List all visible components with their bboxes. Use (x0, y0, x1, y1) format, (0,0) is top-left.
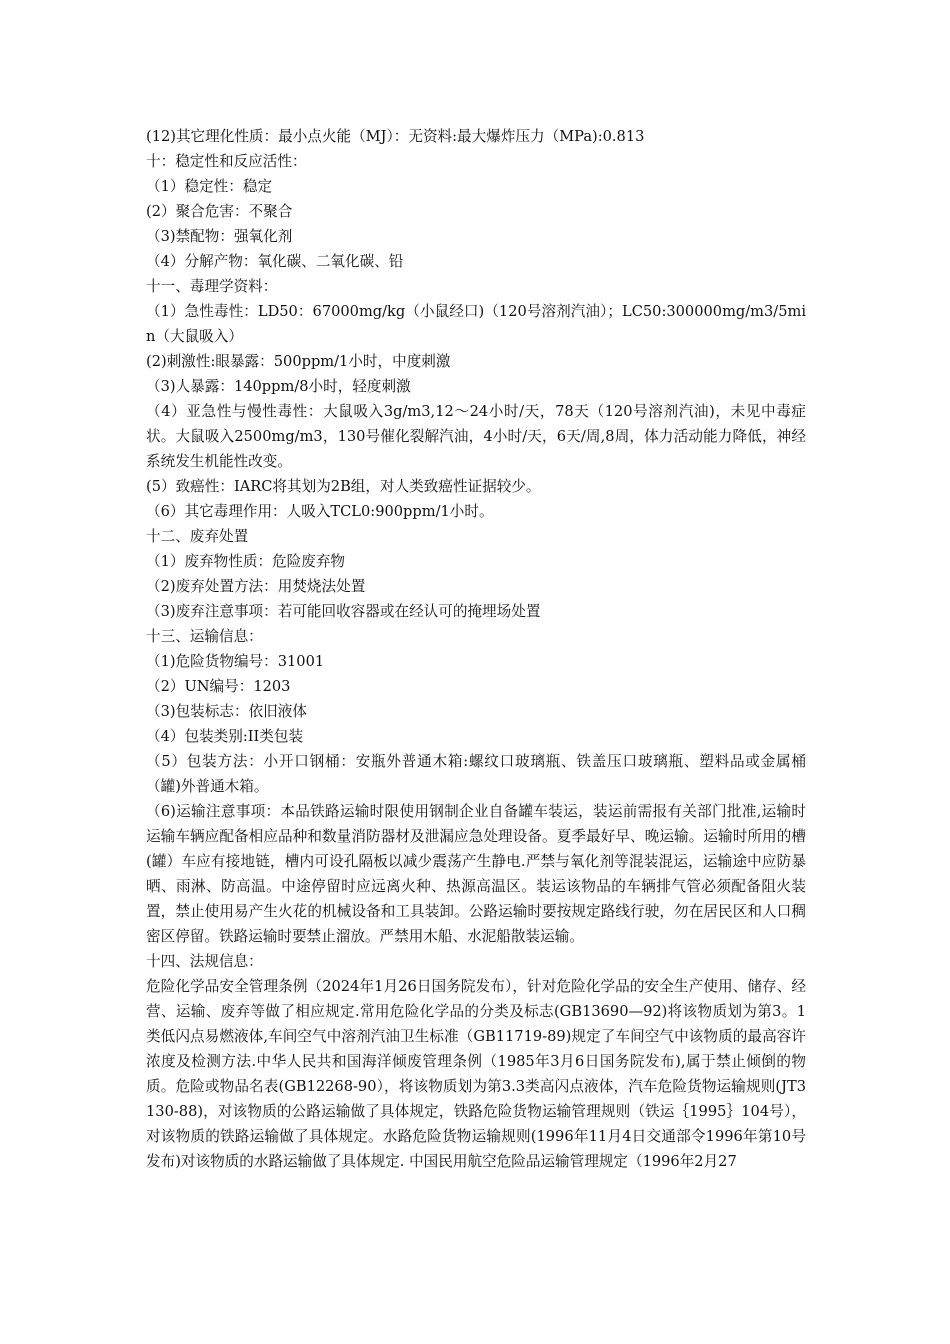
section-heading-13: 十三、运输信息： (146, 628, 263, 645)
toxicology-line-2: (2)刺激性:眼暴露：500ppm/1小时，中度刺激 (146, 353, 451, 370)
property-line-12: (12)其它理化性质：最小点火能（MJ）：无资料:最大爆炸压力（MPa):0.813 (146, 128, 645, 145)
transport-para-5: （5）包装方法：小开口钢桶：安瓶外普通木箱:螺纹口玻璃瓶、铁盖压口玻璃瓶、塑料品或金属桶（罐)外普通木箱。 (146, 753, 806, 795)
section-heading-14: 十四、法规信息： (146, 953, 263, 970)
stability-line-2: (2）聚合危害：不聚合 (146, 203, 293, 220)
toxicology-para-4: （4）亚急性与慢性毒性：大鼠吸入3g/m3,12～24小时/天，78天（120号溶剂汽油)，未见中毒症状。大鼠吸入2500mg/m3，130号催化裂解汽油，4小时/天，6天/周,8周，体力活动能力降低，神经系统发生机能性改变。 (146, 403, 806, 470)
transport-line-3: （3)包装标志：依旧液体 (146, 703, 307, 720)
toxicology-para-1: （1）急性毒性：LD50：67000mg/kg（小鼠经口)（120号溶剂汽油）；LC50:300000mg/m3/5min（大鼠吸入） (146, 303, 806, 345)
toxicology-line-3: （3)人暴露：140ppm/8小时，轻度刺激 (146, 378, 411, 395)
toxicology-line-5: (5）致癌性：IARC将其划为2B组，对人类致癌性证据较少。 (146, 478, 541, 495)
section-heading-12: 十二、废弃处置 (146, 528, 249, 545)
transport-line-2: （2）UN编号：1203 (146, 678, 291, 695)
document-page (146, 124, 806, 1174)
section-heading-11: 十一、毒理学资料： (146, 278, 278, 295)
section-heading-10: 十：稳定性和反应活性： (146, 153, 307, 170)
stability-line-1: （1）稳定性：稳定 (146, 178, 273, 195)
transport-line-4: （4）包装类别:II类包装 (146, 728, 304, 745)
disposal-line-2: （2)废弃处置方法：用焚烧法处置 (146, 578, 366, 595)
regulation-para: 危险化学品安全管理条例（2024年1月26日国务院发布），针对危险化学品的安全生产使用、储存、经营、运输、废弃等做了相应规定.常用危险化学品的分类及标志(GB13690—92)将该物质划为第3。1类低闪点易燃液体,车间空气中溶剂汽油卫生标准（GB11719-89)规定了车间空气中该物质的最高容许浓度及检测方法.中华人民共和国海洋倾废管理条例（1985年3月6日国务院发布),属于禁止倾倒的物质。危险或物品名表(GB12268-90），将该物质划为第3.3类高闪点液体，汽车危险货物运输规则(JT3130-88)，对该物质的公路运输做了具体规定，铁路危险货物运输管理规则（铁运｛1995｝104号），对该物质的铁路运输做了具体规定。水路危险货物运输规则(1996年11月4日交通部令1996年第10号发布)对该物质的水路运输做了具体规定. 中国民用航空危险品运输管理规定（1996年2月27 (146, 978, 806, 1170)
transport-line-1: （1)危险货物编号：31001 (146, 653, 325, 670)
disposal-line-1: （1）废弃物性质：危险废弃物 (146, 553, 346, 570)
stability-line-3: （3)禁配物：强氧化剂 (146, 228, 293, 245)
stability-line-4: （4）分解产物：氧化碳、二氧化碳、铅 (146, 253, 404, 270)
transport-para-6: （6)运输注意事项：本品铁路运输时限使用钢制企业自备罐车装运，装运前需报有关部门批准,运输时运输车辆应配备相应品种和数量消防器材及泄漏应急处理设备。夏季最好早、晚运输。运输时所用的槽(罐）车应有接地链，槽内可设孔隔板以减少震荡产生静电.严禁与氧化剂等混装混运，运输途中应防暴晒、雨淋、防高温。中途停留时应远离火种、热源高温区。装运该物品的车辆排气管必须配备阻火装置，禁止使用易产生火花的机械设备和工具装卸。公路运输时要按规定路线行驶，勿在居民区和人口稠密区停留。铁路运输时要禁止溜放。严禁用木船、水泥船散装运输。 (146, 803, 806, 945)
toxicology-line-6: （6）其它毒理作用：人吸入TCL0:900ppm/1小时。 (146, 503, 494, 520)
disposal-line-3: （3)废弃注意事项：若可能回收容器或在经认可的掩埋场处置 (146, 603, 541, 620)
